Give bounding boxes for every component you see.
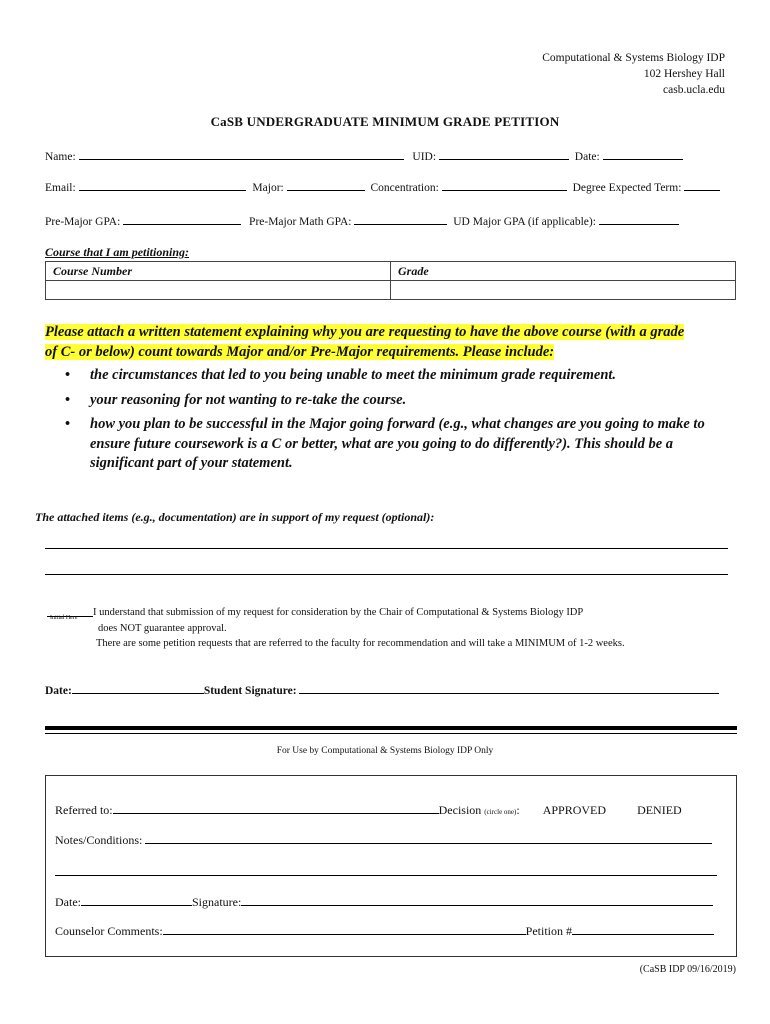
- attached-line-2[interactable]: [45, 574, 728, 575]
- website: casb.ucla.edu: [663, 84, 725, 96]
- table-header-row: [46, 262, 736, 281]
- uid-field[interactable]: [439, 148, 569, 160]
- notes-label: Notes/Conditions:: [55, 833, 143, 847]
- course-number-cell[interactable]: [46, 281, 391, 300]
- statement-line-2: of C- or below) count towards Major and/or Pre-Major requirements. Please include:: [45, 344, 555, 360]
- notes-line-2[interactable]: [55, 875, 717, 876]
- major-field[interactable]: [287, 179, 365, 191]
- initial-here-caption: Initial Here: [50, 615, 78, 621]
- premajor-gpa-field[interactable]: [123, 213, 241, 225]
- department-name: Computational & Systems Biology IDP: [542, 52, 725, 64]
- name-row: [45, 148, 683, 163]
- name-field[interactable]: [79, 148, 404, 160]
- uid-label: UID:: [412, 151, 437, 163]
- premajor-gpa-label: Pre-Major GPA:: [45, 216, 121, 228]
- date-label: Date:: [574, 151, 600, 163]
- counselor-comments-label: Counselor Comments:: [55, 924, 163, 938]
- sig-date-field[interactable]: [72, 682, 204, 694]
- email-field[interactable]: [79, 179, 246, 191]
- statement-bullets: [65, 366, 735, 475]
- statement-instructions: [45, 322, 735, 362]
- attached-line-1[interactable]: [45, 548, 728, 549]
- notes-row: [55, 832, 712, 848]
- course-table: [45, 261, 736, 300]
- date-field[interactable]: [603, 148, 683, 160]
- degree-term-label: Degree Expected Term:: [572, 182, 682, 194]
- petition-number-field[interactable]: [572, 923, 714, 935]
- concentration-label: Concentration:: [370, 182, 439, 194]
- ack-line-2: does NOT guarantee approval.: [98, 622, 227, 634]
- student-signature-row: [45, 682, 719, 697]
- section-divider-thin: [45, 733, 737, 734]
- ud-major-gpa-label: UD Major GPA (if applicable):: [453, 216, 596, 228]
- office-date-field[interactable]: [81, 894, 192, 906]
- counselor-comments-field[interactable]: [163, 923, 526, 935]
- office-date-label: Date:: [55, 895, 81, 909]
- bullet-plan: • how you plan to be successful in the Major going forward (e.g., what changes are you going to make to ensure future coursework is a C or better, what are you going to do differently?). This should be a significant part of your statement.: [65, 415, 735, 474]
- course-label: Course that I am petitioning:: [45, 245, 190, 259]
- form-version-footer: (CaSB IDP 09/16/2019): [639, 964, 736, 975]
- form-title: CaSB UNDERGRADUATE MINIMUM GRADE PETITION: [210, 114, 560, 129]
- table-row: [46, 281, 736, 300]
- notes-field[interactable]: [145, 832, 712, 844]
- referred-to-field[interactable]: [113, 802, 439, 814]
- decision-label: Decision: [438, 803, 482, 817]
- bullet-circumstances: • the circumstances that led to you being unable to meet the minimum grade requirement.: [65, 366, 735, 386]
- student-signature-label: Student Signature:: [203, 685, 297, 697]
- acknowledgement-text: [93, 605, 625, 652]
- bullet-reasoning: • your reasoning for not wanting to re-take the course.: [65, 391, 735, 411]
- course-number-header: Course Number: [46, 262, 391, 281]
- section-divider-thick: [45, 726, 737, 730]
- office-use-box: [45, 775, 737, 957]
- department-address: [542, 50, 725, 98]
- ack-line-1: I understand that submission of my request for consideration by the Chair of Computational & Systems Biology IDP: [93, 607, 584, 618]
- degree-term-field[interactable]: [684, 179, 720, 191]
- office-signature-row: [55, 894, 713, 910]
- sig-date-label: Date:: [45, 685, 72, 697]
- statement-line-1: Please attach a written statement explaining why you are requesting to have the above course (with a grade: [45, 324, 685, 340]
- premajor-math-gpa-field[interactable]: [354, 213, 447, 225]
- office-signature-label: Signature:: [192, 895, 242, 909]
- concentration-field[interactable]: [442, 179, 567, 191]
- petition-number-label: Petition #: [525, 924, 573, 938]
- premajor-math-gpa-label: Pre-Major Math GPA:: [249, 216, 352, 228]
- approved-option[interactable]: APPROVED: [542, 803, 607, 817]
- circle-one-note: (circle one): [484, 808, 517, 816]
- email-row: [45, 179, 720, 194]
- counselor-row: [55, 923, 714, 939]
- ack-line-3: There are some petition requests that are referred to the faculty for recommendation and will take a MINIMUM of 1-2 weeks.: [96, 638, 625, 649]
- name-label: Name:: [45, 151, 76, 163]
- grade-cell[interactable]: [391, 281, 736, 300]
- attached-items-label: The attached items (e.g., documentation) are in support of my request (optional):: [35, 510, 435, 524]
- gpa-row: [45, 213, 679, 228]
- grade-header: Grade: [391, 262, 736, 281]
- office-signature-field[interactable]: [241, 894, 713, 906]
- referred-to-label: Referred to:: [55, 803, 113, 817]
- office-use-heading: For Use by Computational & Systems Biology IDP Only: [276, 746, 494, 756]
- building-address: 102 Hershey Hall: [643, 68, 725, 80]
- ud-major-gpa-field[interactable]: [599, 213, 679, 225]
- student-signature-field[interactable]: [299, 682, 719, 694]
- referred-row: Referred to: Decision (circle one): APPROVED DENIED: [55, 803, 682, 817]
- denied-option[interactable]: DENIED: [637, 803, 682, 817]
- email-label: Email:: [45, 182, 76, 194]
- major-label: Major:: [252, 182, 284, 194]
